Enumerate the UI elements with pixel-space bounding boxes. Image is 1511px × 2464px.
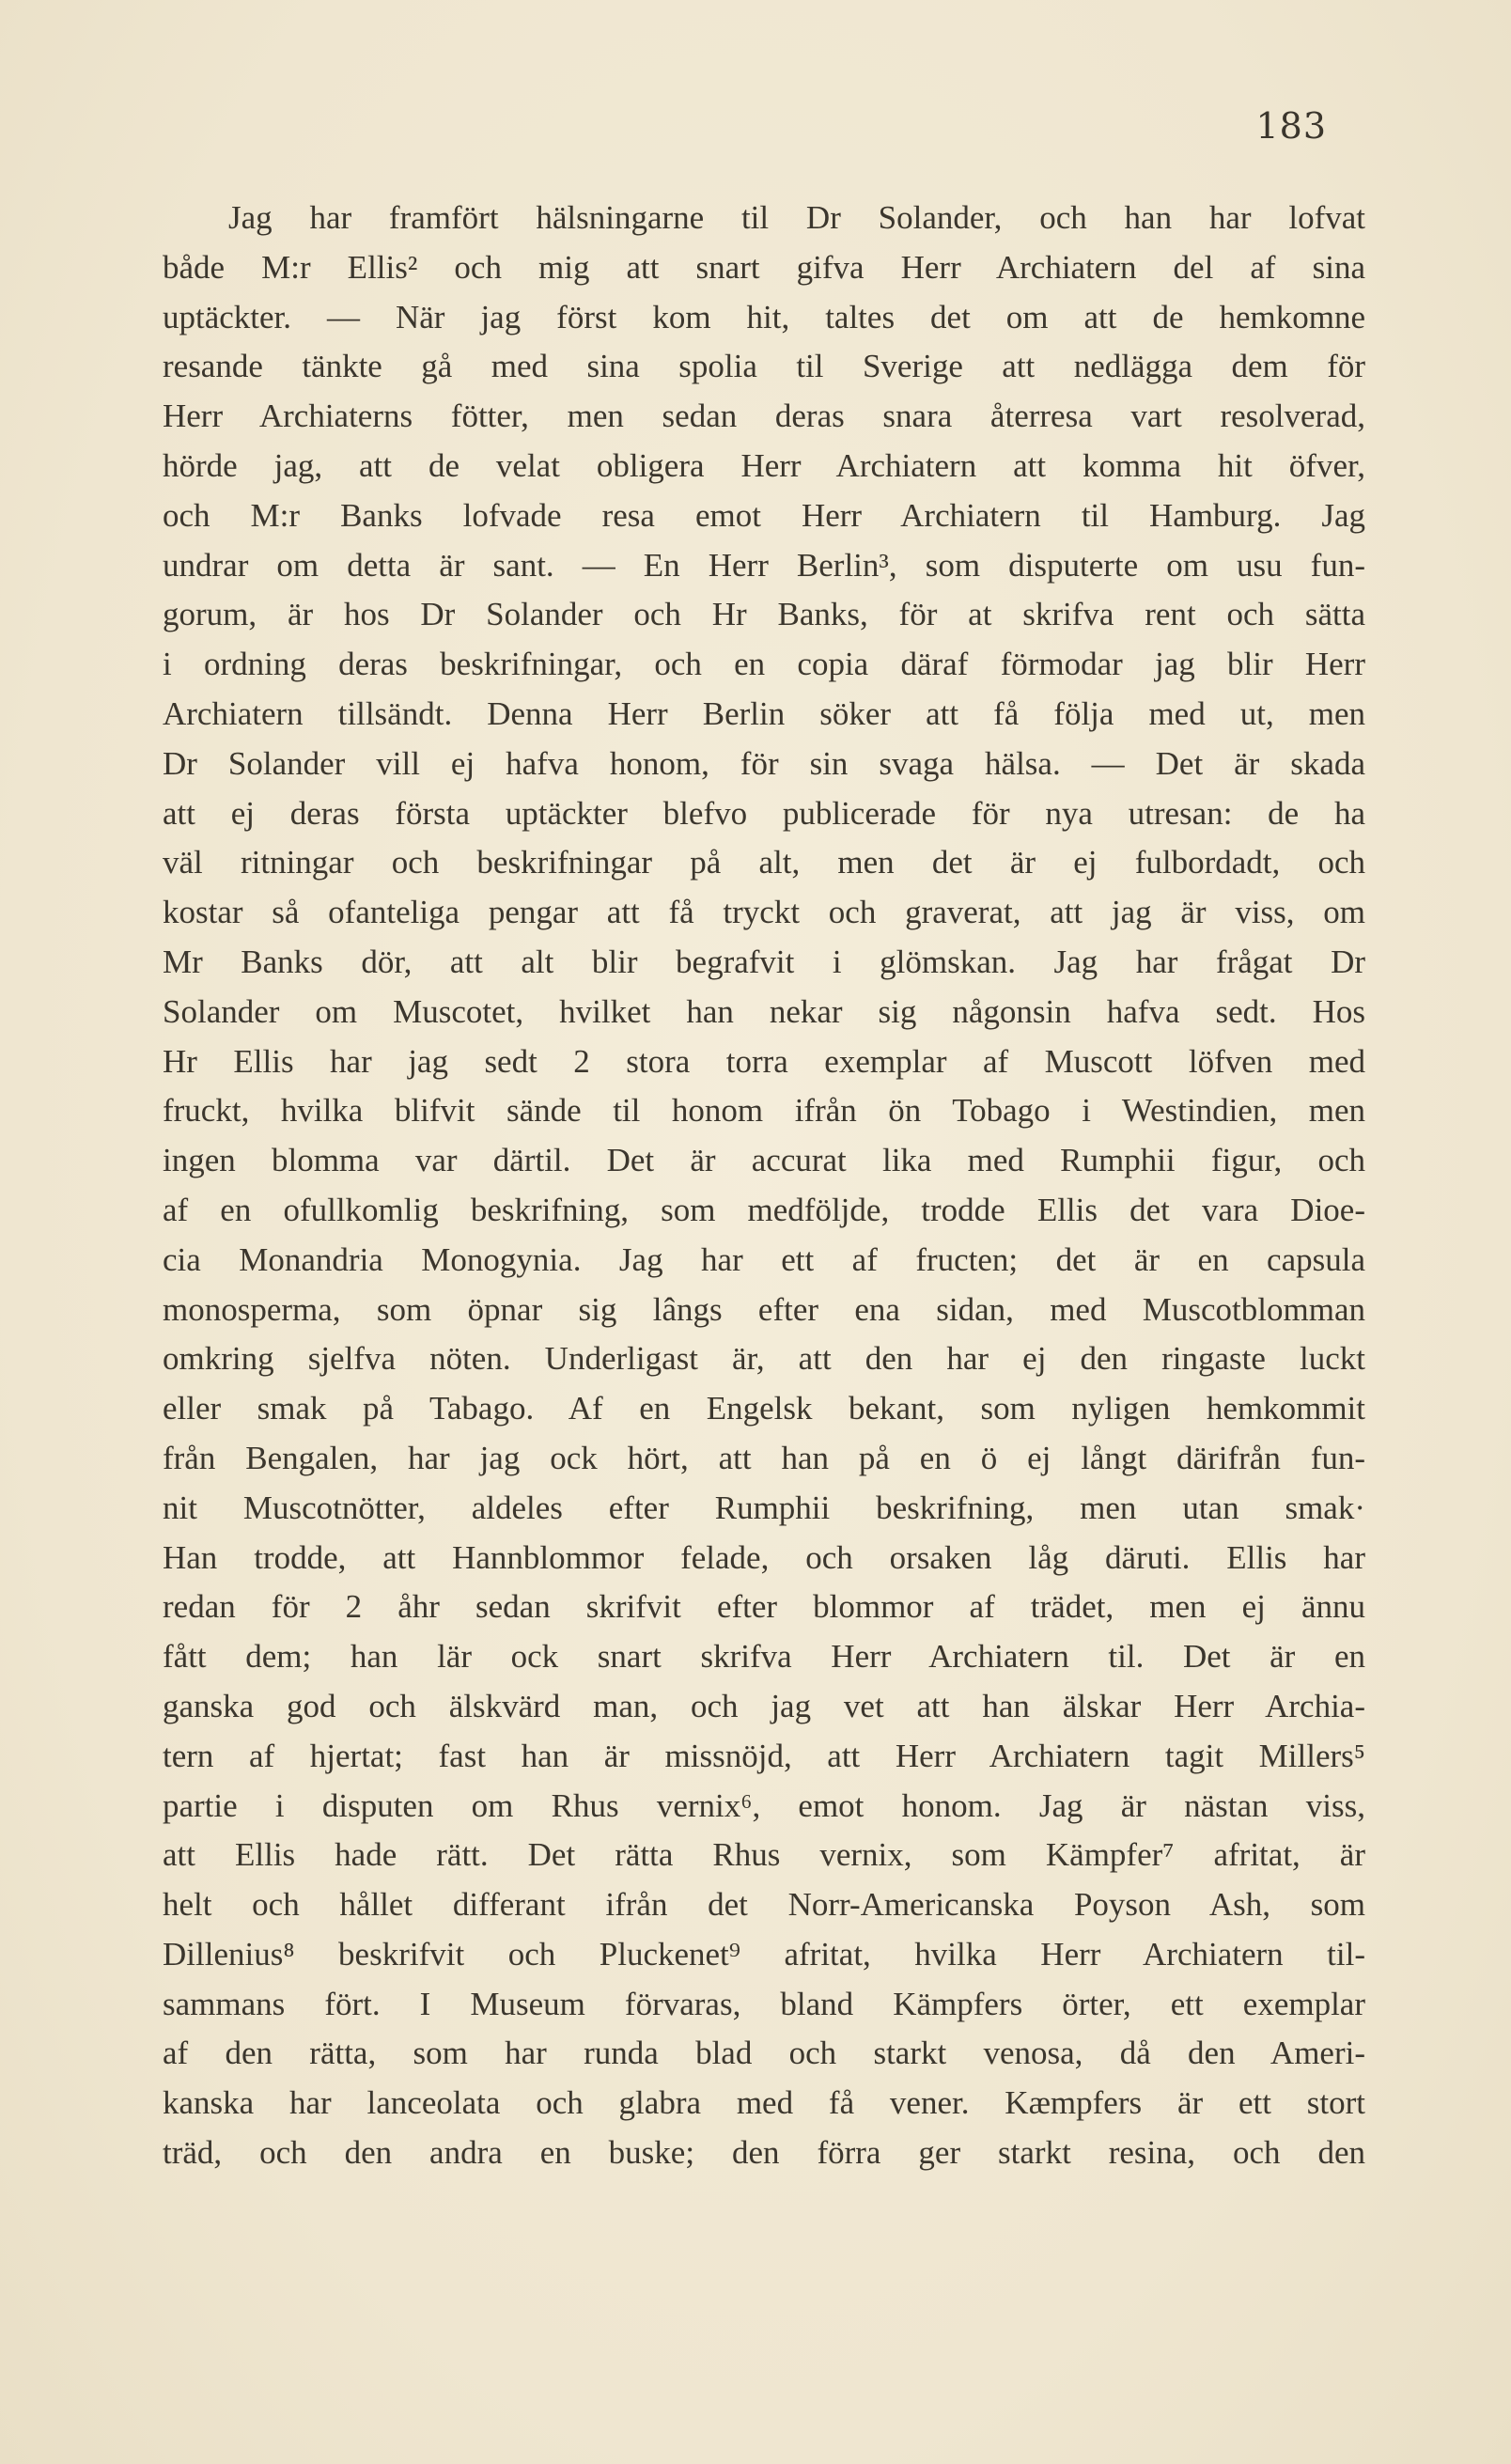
text-line: Han trodde, att Hannblommor felade, och orsaken låg däruti. Ellis har bbox=[163, 1538, 1365, 1576]
text-line: helt och hållet differant ifrån det Norr-Americanska Poyson Ash, som bbox=[163, 1886, 1365, 1924]
text-line: resande tänkte gå med sina spolia til Sverige att nedlägga dem för bbox=[163, 348, 1365, 385]
text-line: monosperma, som öpnar sig lângs efter ena sidan, med Muscotblomman bbox=[163, 1290, 1365, 1328]
text-line: träd, och den andra en buske; den förra ger starkt resina, och den bbox=[163, 2134, 1365, 2172]
text-line: tern af hjertat; fast han är missnöjd, att Herr Archiatern tagit Millers⁵ bbox=[163, 1737, 1365, 1774]
text-line: kostar så ofanteliga pengar att få tryckt och graverat, att jag är viss, om bbox=[163, 894, 1365, 931]
text-line: att ej deras första uptäckter blefvo publicerade för nya utresan: de ha bbox=[163, 794, 1365, 832]
text-line: Dr Solander vill ej hafva honom, för sin svaga hälsa. — Det är skada bbox=[163, 744, 1365, 782]
text-line: cia Monandria Monogynia. Jag har ett af fructen; det är en capsula bbox=[163, 1240, 1365, 1278]
text-line: i ordning deras beskrifningar, och en copia däraf förmodar jag blir Herr bbox=[163, 646, 1365, 683]
text-line: Herr Archiaterns fötter, men sedan deras snara återresa vart resolverad, bbox=[163, 398, 1365, 435]
text-line: nit Muscotnötter, aldeles efter Rumphii beskrifning, men utan smak· bbox=[163, 1489, 1365, 1526]
text-line: undrar om detta är sant. — En Herr Berlin³, som disputerte om usu fun- bbox=[163, 546, 1365, 584]
text-line: Dillenius⁸ beskrifvit och Pluckenet⁹ afritat, hvilka Herr Archiatern til- bbox=[163, 1935, 1365, 1973]
text-line: Jag har framfört hälsningarne til Dr Solander, och han har lofvat bbox=[228, 199, 1365, 236]
text-line: fått dem; han lär ock snart skrifva Herr Archiatern til. Det är en bbox=[163, 1638, 1365, 1676]
text-line: från Bengalen, har jag ock hört, att han på en ö ej långt därifrån fun- bbox=[163, 1439, 1365, 1476]
text-line: både M:r Ellis² och mig att snart gifva Herr Archiatern del af sina bbox=[163, 248, 1365, 286]
text-line: sammans fört. I Museum förvaras, bland Kämpfers örter, ett exemplar bbox=[163, 1985, 1365, 2022]
text-line: gorum, är hos Dr Solander och Hr Banks, för at skrifva rent och sätta bbox=[163, 596, 1365, 633]
text-line: fruckt, hvilka blifvit sände til honom ifrån ön Tobago i Westindien, men bbox=[163, 1092, 1365, 1130]
text-line: af den rätta, som har runda blad och starkt venosa, då den Ameri- bbox=[163, 2035, 1365, 2072]
text-line: uptäckter. — När jag först kom hit, taltes det om att de hemkomne bbox=[163, 298, 1365, 335]
text-line: Hr Ellis har jag sedt 2 stora torra exemplar af Muscott löfven med bbox=[163, 1042, 1365, 1080]
text-line: Solander om Muscotet, hvilket han nekar sig någonsin hafva sedt. Hos bbox=[163, 992, 1365, 1030]
text-line: ganska god och älskvärd man, och jag vet att han älskar Herr Archia- bbox=[163, 1687, 1365, 1724]
text-line: eller smak på Tabago. Af en Engelsk bekant, som nyligen hemkommit bbox=[163, 1390, 1365, 1427]
text-line: ingen blomma var därtil. Det är accurat lika med Rumphii figur, och bbox=[163, 1142, 1365, 1179]
body-text bbox=[163, 194, 1365, 2178]
page-number: 183 bbox=[1255, 105, 1327, 147]
text-line: redan för 2 åhr sedan skrifvit efter blommor af trädet, men ej ännu bbox=[163, 1588, 1365, 1626]
text-line: kanska har lanceolata och glabra med få vener. Kæmpfers är ett stort bbox=[163, 2084, 1365, 2122]
text-line: partie i disputen om Rhus vernix⁶, emot honom. Jag är nästan viss, bbox=[163, 1786, 1365, 1824]
text-line: hörde jag, att de velat obligera Herr Archiatern att komma hit öfver, bbox=[163, 446, 1365, 484]
text-line: Mr Banks dör, att alt blir begrafvit i glömskan. Jag har frågat Dr bbox=[163, 943, 1365, 980]
text-line: väl ritningar och beskrifningar på alt, men det är ej fulbordadt, och bbox=[163, 844, 1365, 881]
text-line: att Ellis hade rätt. Det rätta Rhus vernix, som Kämpfer⁷ afritat, är bbox=[163, 1836, 1365, 1874]
text-line: af en ofullkomlig beskrifning, som medföljde, trodde Ellis det vara Dioe- bbox=[163, 1191, 1365, 1228]
text-line: omkring sjelfva nöten. Underligast är, att den har ej den ringaste luckt bbox=[163, 1340, 1365, 1378]
text-line: Archiatern tillsändt. Denna Herr Berlin söker att få följa med ut, men bbox=[163, 694, 1365, 732]
text-line: och M:r Banks lofvade resa emot Herr Archiatern til Hamburg. Jag bbox=[163, 496, 1365, 534]
